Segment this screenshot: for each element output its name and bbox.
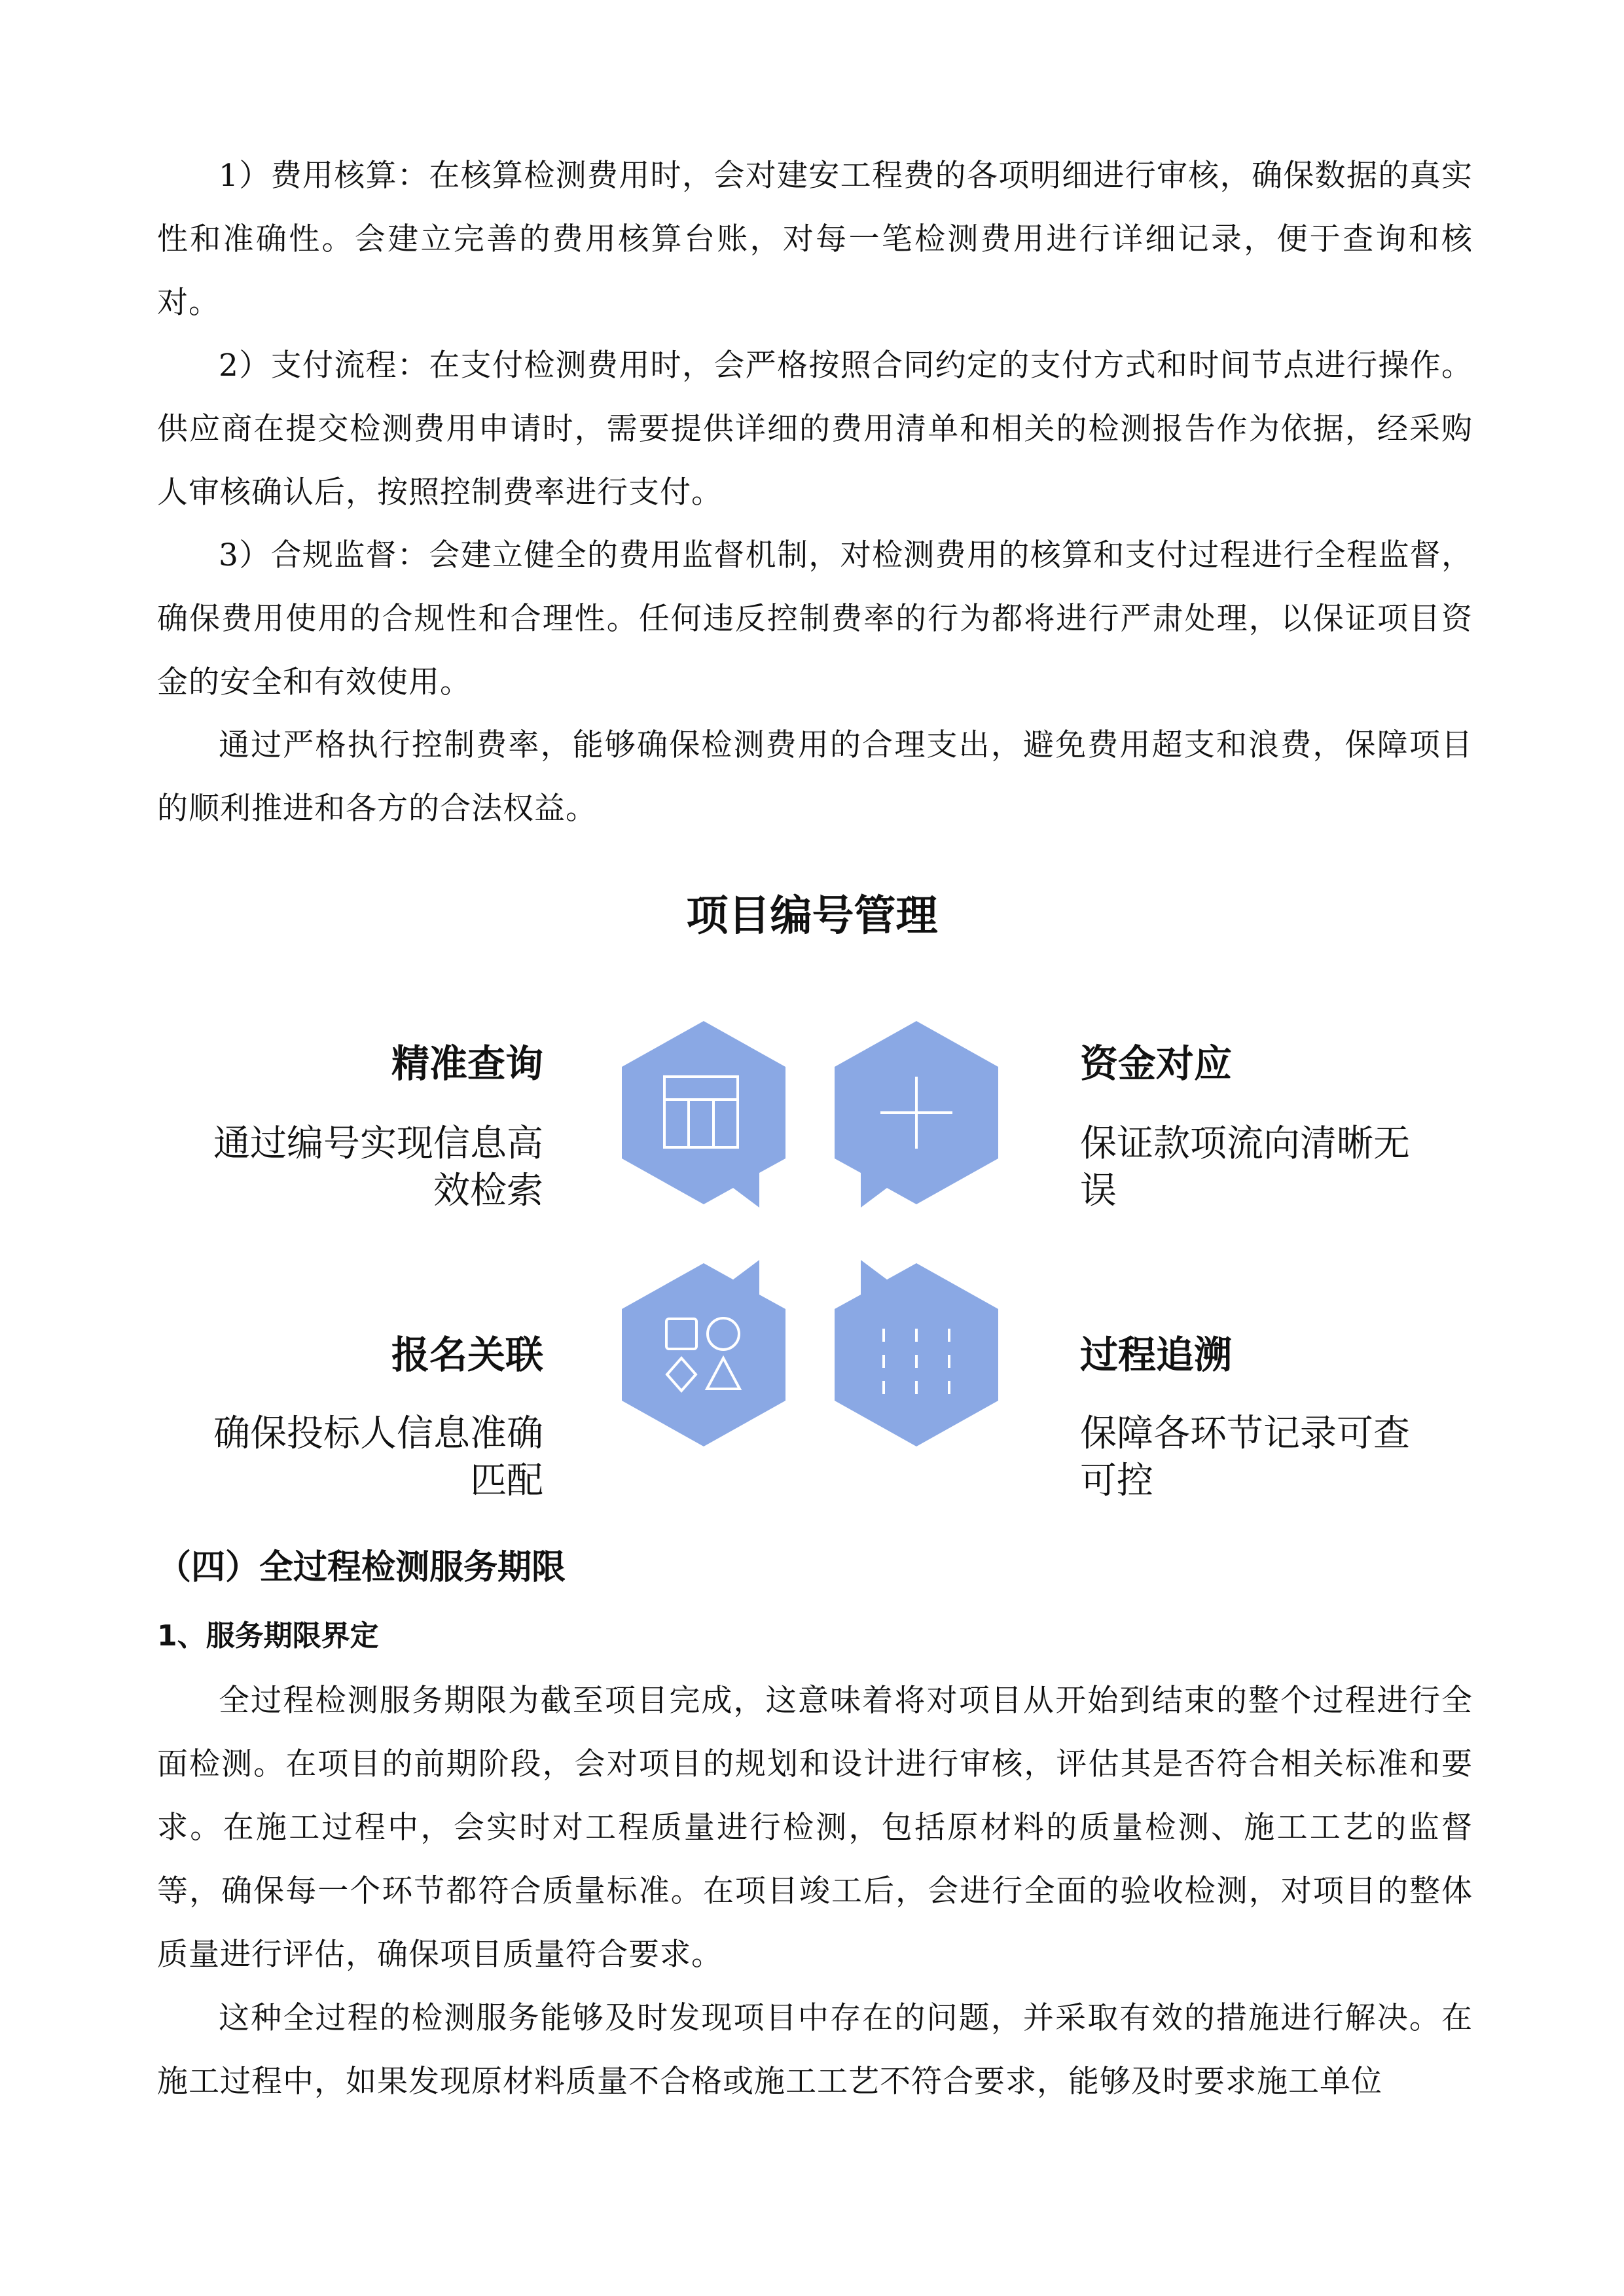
section-heading: （四）全过程检测服务期限	[157, 1548, 566, 1587]
paragraph-payment-process: 2）支付流程：在支付检测费用时，会严格按照合同约定的支付方式和时间节点进行操作。供应商在提交检测费用申请时，需要提供详细的费用清单和相关的检测报告作为依据，经采购人审核确认后，按照控制费率进行支付。	[157, 348, 1473, 511]
sub-heading: 1、服务期限界定	[157, 1619, 379, 1653]
hex-registration-link	[622, 1260, 785, 1446]
feature-desc-registration-link: 确保投标人信息准确匹配	[213, 1412, 543, 1502]
diagram-title: 项目编号管理	[686, 892, 938, 941]
paragraph-fee-accounting: 1）费用核算：在核算检测费用时，会对建安工程费的各项明细进行审核，确保数据的真实性和准确性。会建立完善的费用核算台账，对每一笔检测费用进行详细记录，便于查询和核对。	[157, 158, 1473, 321]
feature-title-registration-link: 报名关联	[391, 1333, 543, 1377]
feature-title-process-tracing: 过程追溯	[1080, 1333, 1233, 1377]
paragraph-fee-control-summary: 通过严格执行控制费率，能够确保检测费用的合理支出，避免费用超支和浪费，保障项目的顺利推进和各方的合法权益。	[157, 727, 1473, 827]
feature-desc-process-tracing: 保障各环节记录可查可控	[1080, 1412, 1410, 1502]
hex-fund-matching	[835, 1021, 998, 1208]
paragraph-service-period: 全过程检测服务期限为截至项目完成，这意味着将对项目从开始到结束的整个过程进行全面检测。在项目的前期阶段，会对项目的规划和设计进行审核，评估其是否符合相关标准和要求。在施工过程中，会实时对工程质量进行检测，包括原材料的质量检测、施工工艺的监督等，确保每一个环节都符合质量标准。在项目竣工后，会进行全面的验收检测，对项目的整体质量进行评估，确保项目质量符合要求。	[157, 1683, 1473, 1973]
paragraph-compliance-supervision: 3）合规监督：会建立健全的费用监督机制，对检测费用的核算和支付过程进行全程监督，确保费用使用的合规性和合理性。任何违反控制费率的行为都将进行严肃处理，以保证项目资金的安全和有效使用。	[157, 537, 1473, 700]
hex-precise-query	[622, 1021, 785, 1208]
paragraph-problem-detection: 这种全过程的检测服务能够及时发现项目中存在的问题，并采取有效的措施进行解决。在施工过程中，如果发现原材料质量不合格或施工工艺不符合要求，能够及时要求施工单位	[157, 2000, 1473, 2100]
hex-process-tracing	[835, 1260, 998, 1446]
feature-desc-precise-query: 通过编号实现信息高效检索	[213, 1122, 543, 1212]
feature-desc-fund-matching: 保证款项流向清晰无误	[1080, 1122, 1410, 1212]
feature-title-fund-matching: 资金对应	[1080, 1041, 1233, 1086]
feature-title-precise-query: 精准查询	[391, 1041, 543, 1086]
